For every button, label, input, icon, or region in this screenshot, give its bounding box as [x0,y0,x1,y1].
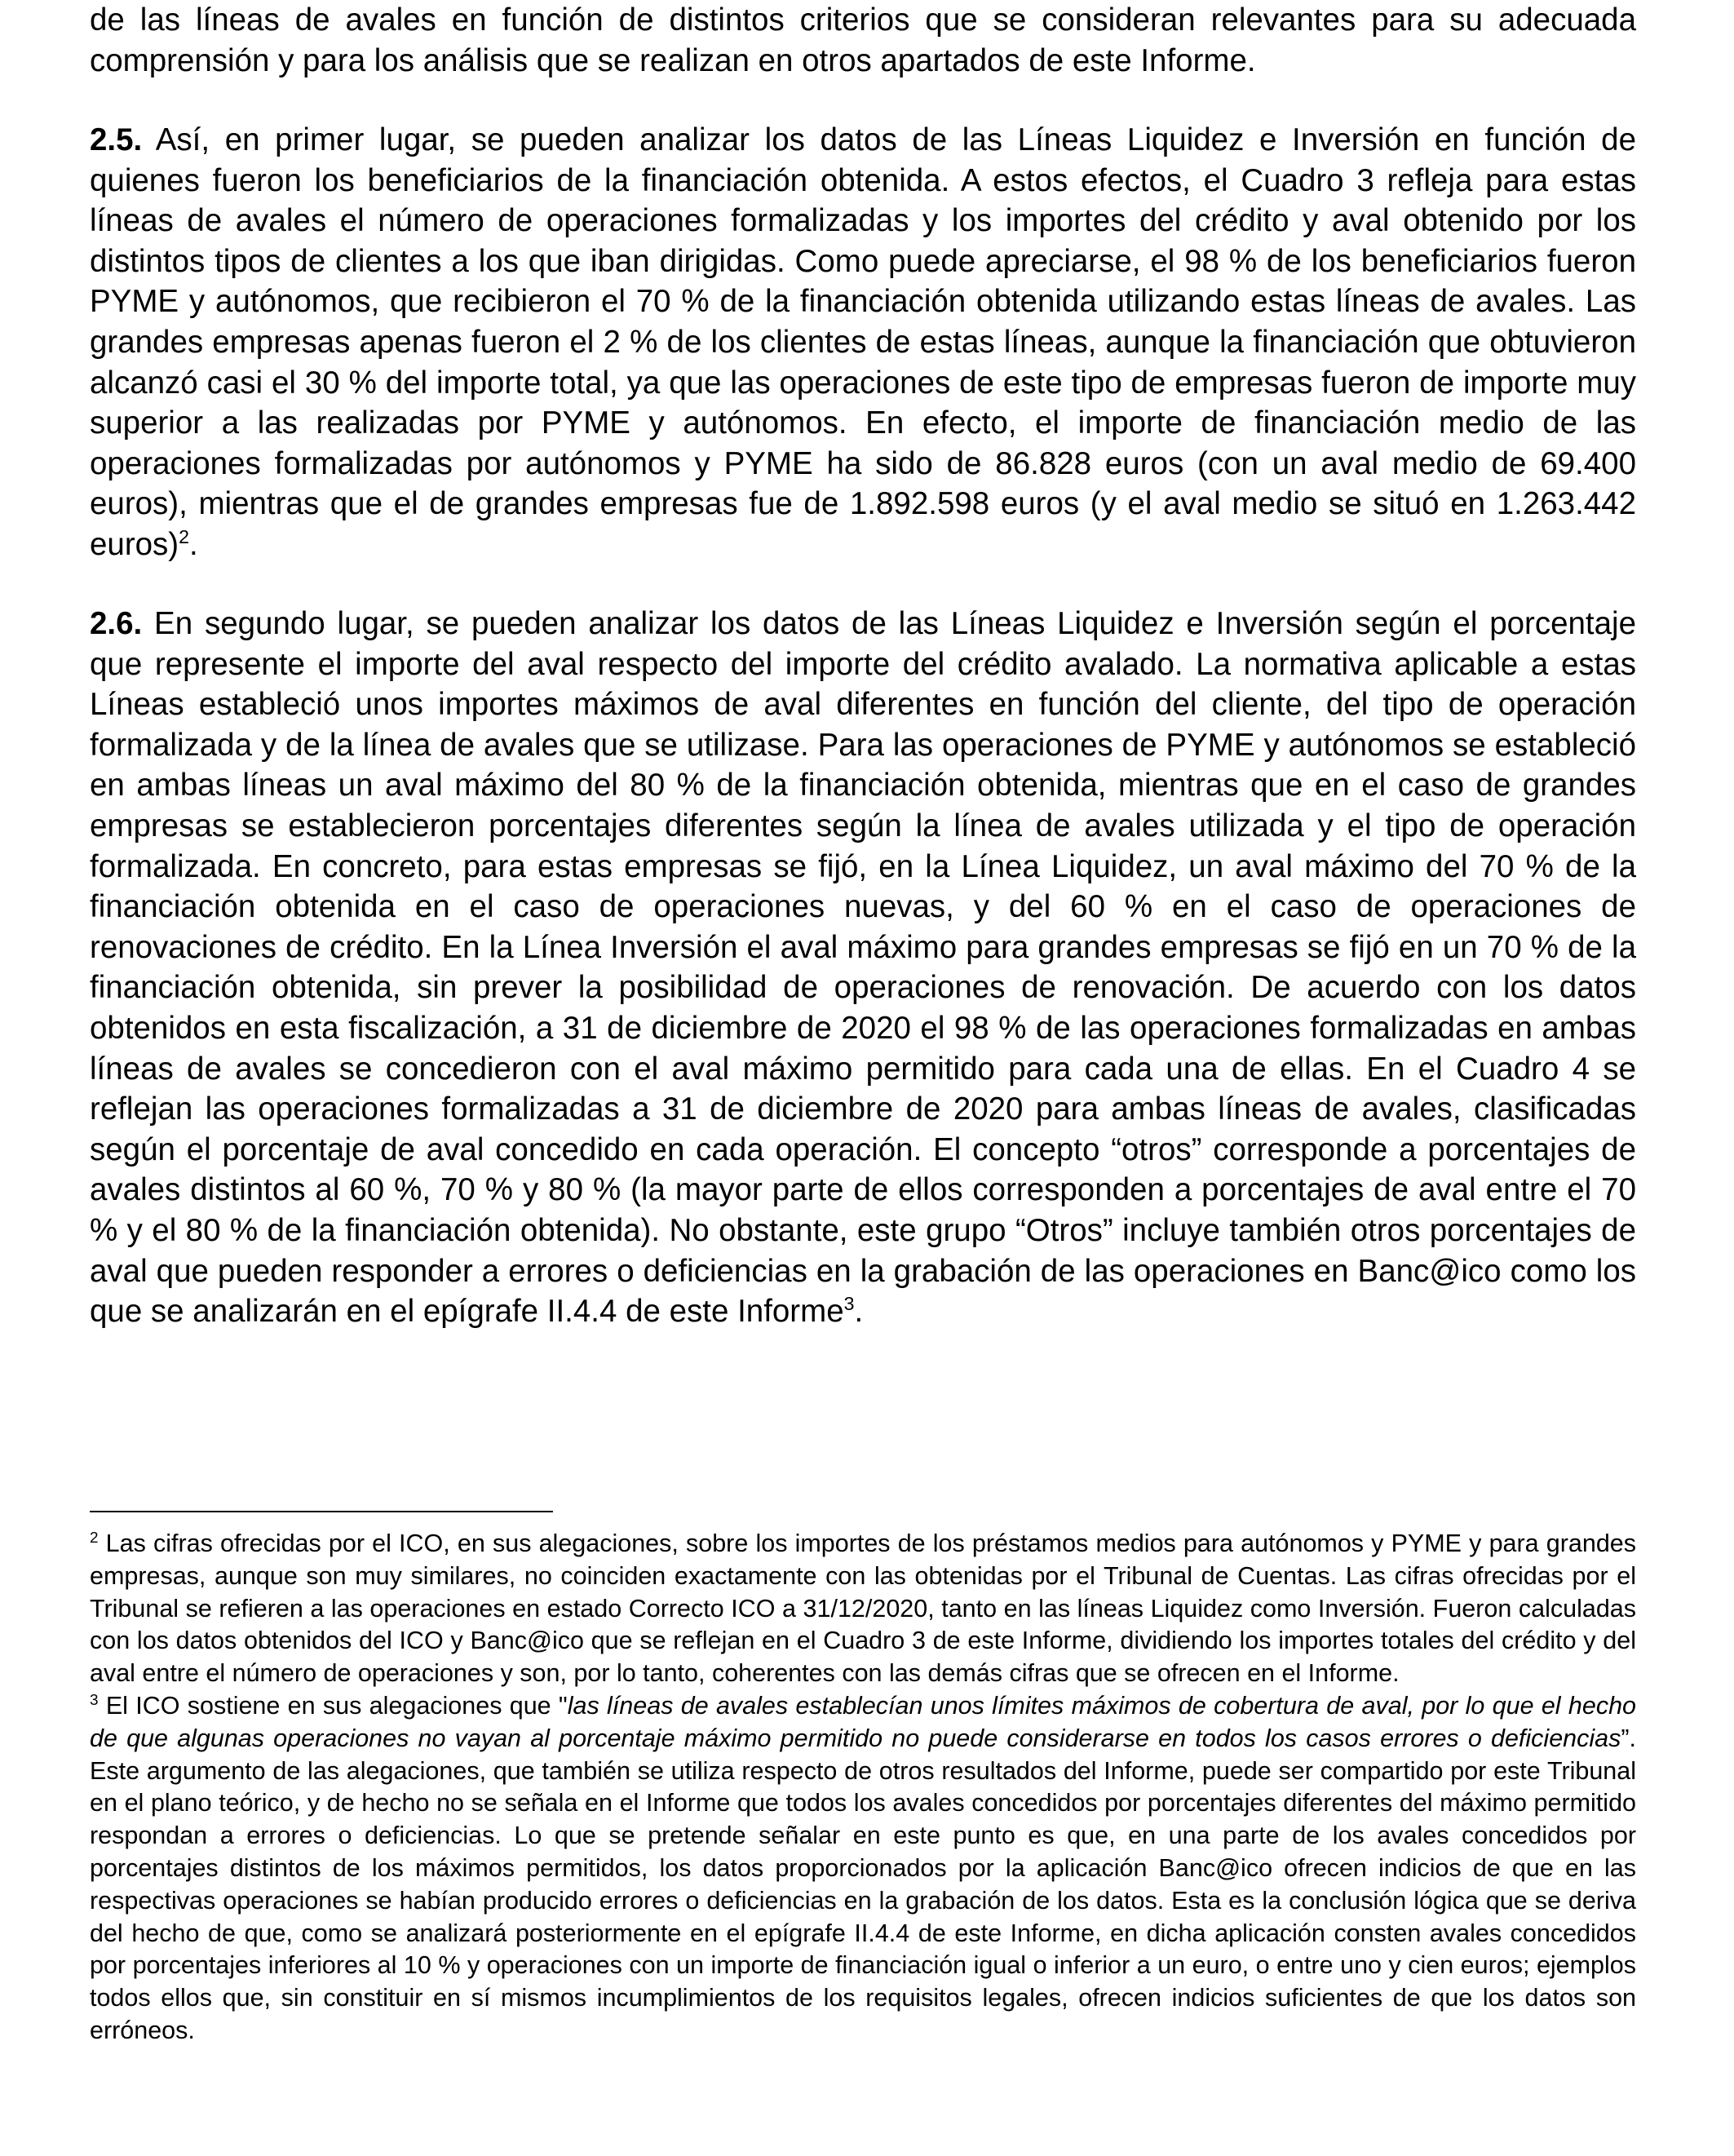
paragraph-text: En segundo lugar, se pueden analizar los datos de las Líneas Liquidez e Inversión según el porcentaje que represente el importe del aval respecto del importe del crédito avalado. La normativa aplicable a estas Líneas estableció unos importes máximos de aval diferentes en función del cliente, del tipo de operación formalizada y de la línea de avales que se utilizase. Para las operaciones de PYME y autónomos se estableció en ambas líneas un aval máximo del 80 % de la financiación obtenida, mientras que en el caso de grandes empresas se establecieron porcentajes diferentes según la línea de avales utilizada y el tipo de operación formalizada. En concreto, para estas empresas se fijó, en la Línea Liquidez, un aval máximo del 70 % de la financiación obtenida en el caso de operaciones nuevas, y del 60 % en el caso de operaciones de renovaciones de crédito. En la Línea Inversión el aval máximo para grandes empresas se fijó en un 70 % de la financiación obtenida, sin prever la posibilidad de operaciones de renovación. De acuerdo con los datos obtenidos en esta fiscalización, a 31 de diciembre de 2020 el 98 % de las operaciones formalizadas en ambas líneas de avales se concedieron con el aval máximo permitido para cada una de ellas. En el Cuadro 4 se reflejan las operaciones formalizadas a 31 de diciembre de 2020 para ambas líneas de avales, clasificadas según el porcentaje de aval concedido en cada operación. El concepto “otros” corresponde a porcentajes de avales distintos al 60 %, 70 % y 80 % (la mayor parte de ellos corresponden a porcentajes de aval entre el 70 % y el 80 % de la financiación obtenida). No obstante, este grupo “Otros” incluye también otros porcentajes de aval que pueden responder a errores o deficiencias en la grabación de las operaciones en Banc@ico como los que se analizarán en el epígrafe II.4.4 de este Informe [90,606,1636,1330]
footnotes-section [90,1528,1636,2048]
footnote-3 [90,1690,1636,2048]
paragraph-intro-text: de las líneas de avales en función de distintos criterios que se consideran relevantes para su adecuada comprensión y para los análisis que se realizan en otros apartados de este Informe. [90,2,1636,78]
footnote-lead: El ICO sostiene en sus alegaciones que " [98,1691,568,1720]
footnote-mark: 3 [90,1691,99,1709]
footnote-reference[interactable]: 3 [843,1293,855,1315]
footnote-separator [90,1511,553,1512]
paragraph-intro [90,0,1636,81]
footnote-2 [90,1528,1636,1690]
footnote-mark: 2 [90,1529,99,1547]
paragraph-number: 2.5. [90,122,143,157]
footnote-reference[interactable]: 2 [179,526,189,548]
paragraph-number: 2.6. [90,606,143,641]
paragraph-text: Así, en primer lugar, se pueden analizar los datos de las Líneas Liquidez e Inversión en función de quienes fueron los beneficiarios de la financiación obtenida. A estos efectos, el Cuadro 3 refleja para estas líneas de avales el número de operaciones formalizadas y los importes del crédito y aval obtenido por los distintos tipos de clientes a los que iban dirigidas. Como puede apreciarse, el 98 % de los beneficiarios fueron PYME y autónomos, que recibieron el 70 % de la financiación obtenida utilizando estas líneas de avales. Las grandes empresas apenas fueron el 2 % de los clientes de estas líneas, aunque la financiación que obtuvieron alcanzó casi el 30 % del importe total, ya que las operaciones de este tipo de empresas fueron de importe muy superior a las realizadas por PYME y autónomos. En efecto, el importe de financiación medio de las operaciones formalizadas por autónomos y PYME ha sido de 86.828 euros (con un aval medio de 69.400 euros), mientras que el de grandes empresas fue de 1.892.598 euros (y el aval medio se situó en 1.263.442 euros) [90,122,1636,562]
paragraph-end: . [188,526,198,562]
paragraph-2-5 [90,120,1636,565]
footnote-quote: las líneas de avales establecían unos límites máximos de cobertura de aval, por lo que el hecho de que algunas operaciones no vayan al porcentaje máximo permitido no puede considerarse en todos los casos errores o deficiencias [90,1691,1636,1752]
footnote-rest: ”. Este argumento de las alegaciones, que también se utiliza respecto de otros resultados del Informe, puede ser compartido por este Tribunal en el plano teórico, y de hecho no se señala en el Informe que todos los avales concedidos por porcentajes diferentes del máximo permitido respondan a errores o deficiencias. Lo que se pretende señalar en este punto es que, en una parte de los avales concedidos por porcentajes distintos de los máximos permitidos, los datos proporcionados por la aplicación Banc@ico ofrecen indicios de que en las respectivas operaciones se habían producido errores o deficiencias en la grabación de los datos. Esta es la conclusión lógica que se deriva del hecho de que, como se analizará posteriormente en el epígrafe II.4.4 de este Informe, en dicha aplicación consten avales concedidos por porcentajes inferiores al 10 % y operaciones con un importe de financiación igual o inferior a un euro, o entre uno y cien euros; ejemplos todos ellos que, sin constituir en sí mismos incumplimientos de los requisitos legales, ofrecen indicios suficientes de que los datos son erróneos. [90,1724,1636,2044]
footnote-text: Las cifras ofrecidas por el ICO, en sus alegaciones, sobre los importes de los préstamos medios para autónomos y PYME y para grandes empresas, aunque son muy similares, no coinciden exactamente con las obtenidas por el Tribunal de Cuentas. Las cifras ofrecidas por el Tribunal se refieren a las operaciones en estado Correcto ICO a 31/12/2020, tanto en las líneas Liquidez como Inversión. Fueron calculadas con los datos obtenidos del ICO y Banc@ico que se reflejan en el Cuadro 3 de este Informe, dividiendo los importes totales del crédito y del aval entre el número de operaciones y son, por lo tanto, coherentes con las demás cifras que se ofrecen en el Informe. [90,1530,1636,1688]
paragraph-end: . [854,1294,864,1330]
paragraph-2-6 [90,604,1636,1332]
